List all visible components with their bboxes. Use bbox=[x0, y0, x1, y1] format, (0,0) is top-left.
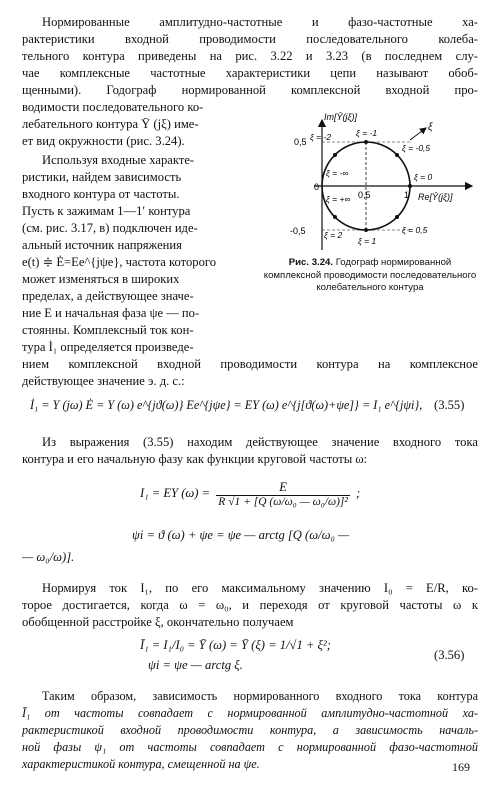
equation-number: (3.55) bbox=[434, 398, 465, 412]
text-line: ной фазы ψ₁ от частоты совпадает с нормированной фазо-частотной bbox=[22, 740, 478, 754]
fraction bbox=[216, 480, 350, 508]
fraction-denominator: R √1 + [Q (ω/ω₀ — ω₀/ω)]² bbox=[218, 496, 348, 508]
text-line: может изменяться в широких bbox=[22, 272, 180, 286]
text-line: водимости последовательного ко- bbox=[22, 100, 204, 114]
equation-phase-line2: — ω₀/ω)]. bbox=[22, 550, 75, 564]
text-line: Таким образом, зависимость нормированного входного тока контура bbox=[42, 689, 478, 703]
point-label: ξ = 2 bbox=[324, 230, 343, 240]
text-line: действующее значение э. д. с.: bbox=[22, 374, 185, 388]
equation-3-55: İ₁ = Y (jω) Ė = Y (ω) e^{jϑ(ω)} Ee^{jψe} = EY (ω) e^{j[ϑ(ω)+ψe]} = I₁ e^{jψi}, bbox=[30, 398, 423, 412]
text-line: щенными). Годограф нормированной комплексной входной про- bbox=[22, 83, 478, 97]
equation-3-56-line1: Ī₁ = I₁/I₀ = Ȳ (ω) = Ȳ (ξ) = 1/√1 + ξ²; bbox=[140, 638, 331, 652]
arrow-label: ξ bbox=[428, 122, 433, 133]
text-line: нием комплексной входной проводимости контура на комплексное bbox=[22, 357, 478, 371]
text-line: Ī₁ от частоты совпадает с нормированной амплитудно-частотной ха- bbox=[22, 706, 478, 720]
direction-arrow bbox=[410, 128, 426, 140]
point-xi-0 bbox=[408, 184, 412, 188]
text-line: Нормируя ток I₁, по его максимальному значению I₀ = E/R, ко- bbox=[42, 581, 478, 595]
text-line: характеристикой контура, смещенной на ψe. bbox=[22, 757, 260, 771]
text-line: рактеристики входной проводимости последовательного колеба- bbox=[22, 32, 478, 46]
equation-lhs: I₁ = EY (ω) = bbox=[140, 485, 211, 500]
point-label: ξ = 0,5 bbox=[402, 225, 428, 235]
text-line: торое достигается, когда ω = ω₀, и переходя от круговой частоты ω к bbox=[22, 598, 478, 612]
text-line: пределах, а действующее значе- bbox=[22, 289, 194, 303]
point-xi-1 bbox=[364, 228, 368, 232]
text-line: контура и его начальную фазу как функции круговой частоты ω: bbox=[22, 452, 368, 466]
text-line: Из выражения (3.55) находим действующее значение входного тока bbox=[42, 435, 478, 449]
point-label: ξ = -2 bbox=[310, 132, 332, 142]
point-xi-m05 bbox=[395, 153, 399, 157]
text-line: тельного контура приведены на рис. 3.22 и 3.23 (в последнем слу- bbox=[22, 49, 478, 63]
text-line: ние E и начальная фаза ψe — по- bbox=[22, 306, 200, 320]
tick-label-x: 0,5 bbox=[358, 190, 371, 200]
point-label: ξ = 0 bbox=[414, 172, 433, 182]
figure-caption bbox=[262, 257, 478, 295]
text-line: стоянны. Комплексный ток кон- bbox=[22, 323, 194, 337]
point-xi-05 bbox=[395, 215, 399, 219]
origin-label: 0 bbox=[314, 182, 320, 192]
point-xi-m1 bbox=[364, 140, 368, 144]
caption-text: Годограф нормированной комплексной проводимости последовательного колебательного контура bbox=[263, 257, 477, 293]
x-axis-label: Re[Ȳ(jξ)] bbox=[418, 192, 453, 202]
paragraph-5 bbox=[22, 688, 478, 773]
text-line: Нормированные амплитудно-частотные и фазо-частотные ха- bbox=[42, 15, 478, 29]
point-label: ξ = -1 bbox=[356, 128, 378, 138]
equation-number: (3.56) bbox=[434, 648, 465, 662]
text-line: ристики, найдем зависимость bbox=[22, 170, 182, 184]
caption-number: Рис. 3.24. bbox=[288, 257, 334, 268]
equation-end: ; bbox=[356, 485, 361, 500]
text-line: e(t) ≑ Ė=Ee^{jψe}, частота которого bbox=[22, 255, 217, 269]
equation-phase-line1: ψi = ϑ (ω) + ψe = ψe — arctg [Q (ω/ω₀ — bbox=[132, 528, 350, 542]
point-xi-m2 bbox=[333, 153, 337, 157]
tick-label-y: -0,5 bbox=[290, 226, 306, 236]
equation-current-amplitude bbox=[140, 480, 360, 508]
paragraph-2-continued bbox=[22, 356, 478, 390]
equation-3-56-line2: ψi = ψe — arctg ξ. bbox=[148, 658, 243, 672]
text-line: рактеристикой входной проводимости контура, а зависимость началь- bbox=[22, 723, 478, 737]
tick-label-x: 1 bbox=[404, 190, 410, 200]
text-line: ет вид окружности (рис. 3.24). bbox=[22, 134, 185, 148]
point-label: ξ = -0,5 bbox=[402, 143, 431, 153]
text-line: обобщенной расстройке ξ, окончательно получаем bbox=[22, 615, 294, 629]
paragraph-3 bbox=[22, 434, 478, 468]
text-line: альный источник напряжения bbox=[22, 238, 182, 252]
fraction-numerator: E bbox=[216, 480, 350, 496]
text-line: Используя входные характе- bbox=[42, 153, 195, 167]
hodograph-figure bbox=[260, 110, 480, 258]
point-label: ξ = 1 bbox=[358, 236, 377, 246]
paragraph-4 bbox=[22, 580, 478, 631]
text-line: Пусть к зажимам 1—1′ контура bbox=[22, 204, 191, 218]
point-label: ξ = +∞ bbox=[326, 194, 351, 204]
y-axis-label: Im[Ȳ(jξ)] bbox=[324, 112, 358, 122]
page-number: 169 bbox=[452, 760, 470, 774]
text-line: тура İ₁ определяется произведе- bbox=[22, 340, 194, 354]
text-line: чае комплексные частотные характеристики цепи называют обоб- bbox=[22, 66, 478, 80]
tick-label-y: 0,5 bbox=[294, 137, 307, 147]
text-line: входного контура от частоты. bbox=[22, 187, 180, 201]
point-label: ξ = -∞ bbox=[326, 168, 349, 178]
text-line: лебательного контура Ȳ (jξ) име- bbox=[22, 117, 199, 131]
point-xi-2 bbox=[333, 215, 337, 219]
text-line: (см. рис. 3.17, в) подключен иде- bbox=[22, 221, 198, 235]
